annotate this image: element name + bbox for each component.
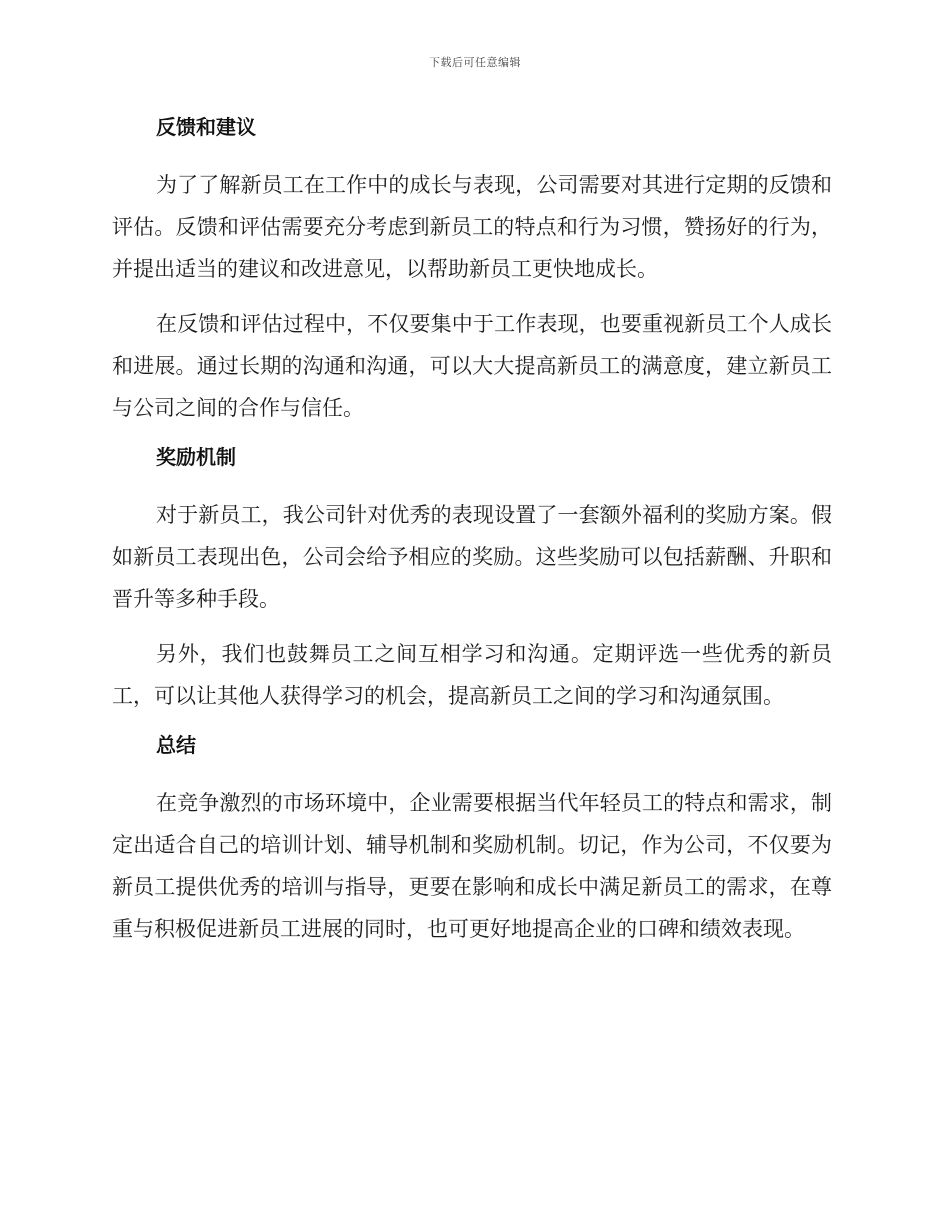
paragraph: 对于新员工，我公司针对优秀的表现设置了一套额外福利的奖励方案。假如新员工表现出色，公司会给予相应的奖励。这些奖励可以包括薪酬、升职和晋升等多种手段。 [112,503,832,611]
section-heading-feedback: 反馈和建议 [156,115,256,139]
paragraph: 为了了解新员工在工作中的成长与表现，公司需要对其进行定期的反馈和评估。反馈和评估需要充分考虑到新员工的特点和行为习惯，赞扬好的行为，并提出适当的建议和改进意见，以帮助新员工更快地成长。 [112,173,832,281]
paragraph: 另外，我们也鼓舞员工之间互相学习和沟通。定期评选一些优秀的新员工，可以让其他人获得学习的机会，提高新员工之间的学习和沟通氛围。 [112,642,832,708]
running-header: 下载后可任意编辑 [429,56,521,69]
section-heading-rewards: 奖励机制 [156,445,236,469]
paragraph: 在竞争激烈的市场环境中，企业需要根据当代年轻员工的特点和需求，制定出适合自己的培训计划、辅导机制和奖励机制。切记，作为公司，不仅要为新员工提供优秀的培训与指导，更要在影响和成长中满足新员工的需求，在尊重与积极促进新员工进展的同时，也可更好地提高企业的口碑和绩效表现。 [112,791,832,941]
section-heading-summary: 总结 [156,733,196,757]
document-body [112,112,832,963]
paragraph: 在反馈和评估过程中，不仅要集中于工作表现，也要重视新员工个人成长和进展。通过长期的沟通和沟通，可以大大提高新员工的满意度，建立新员工与公司之间的合作与信任。 [112,312,832,420]
